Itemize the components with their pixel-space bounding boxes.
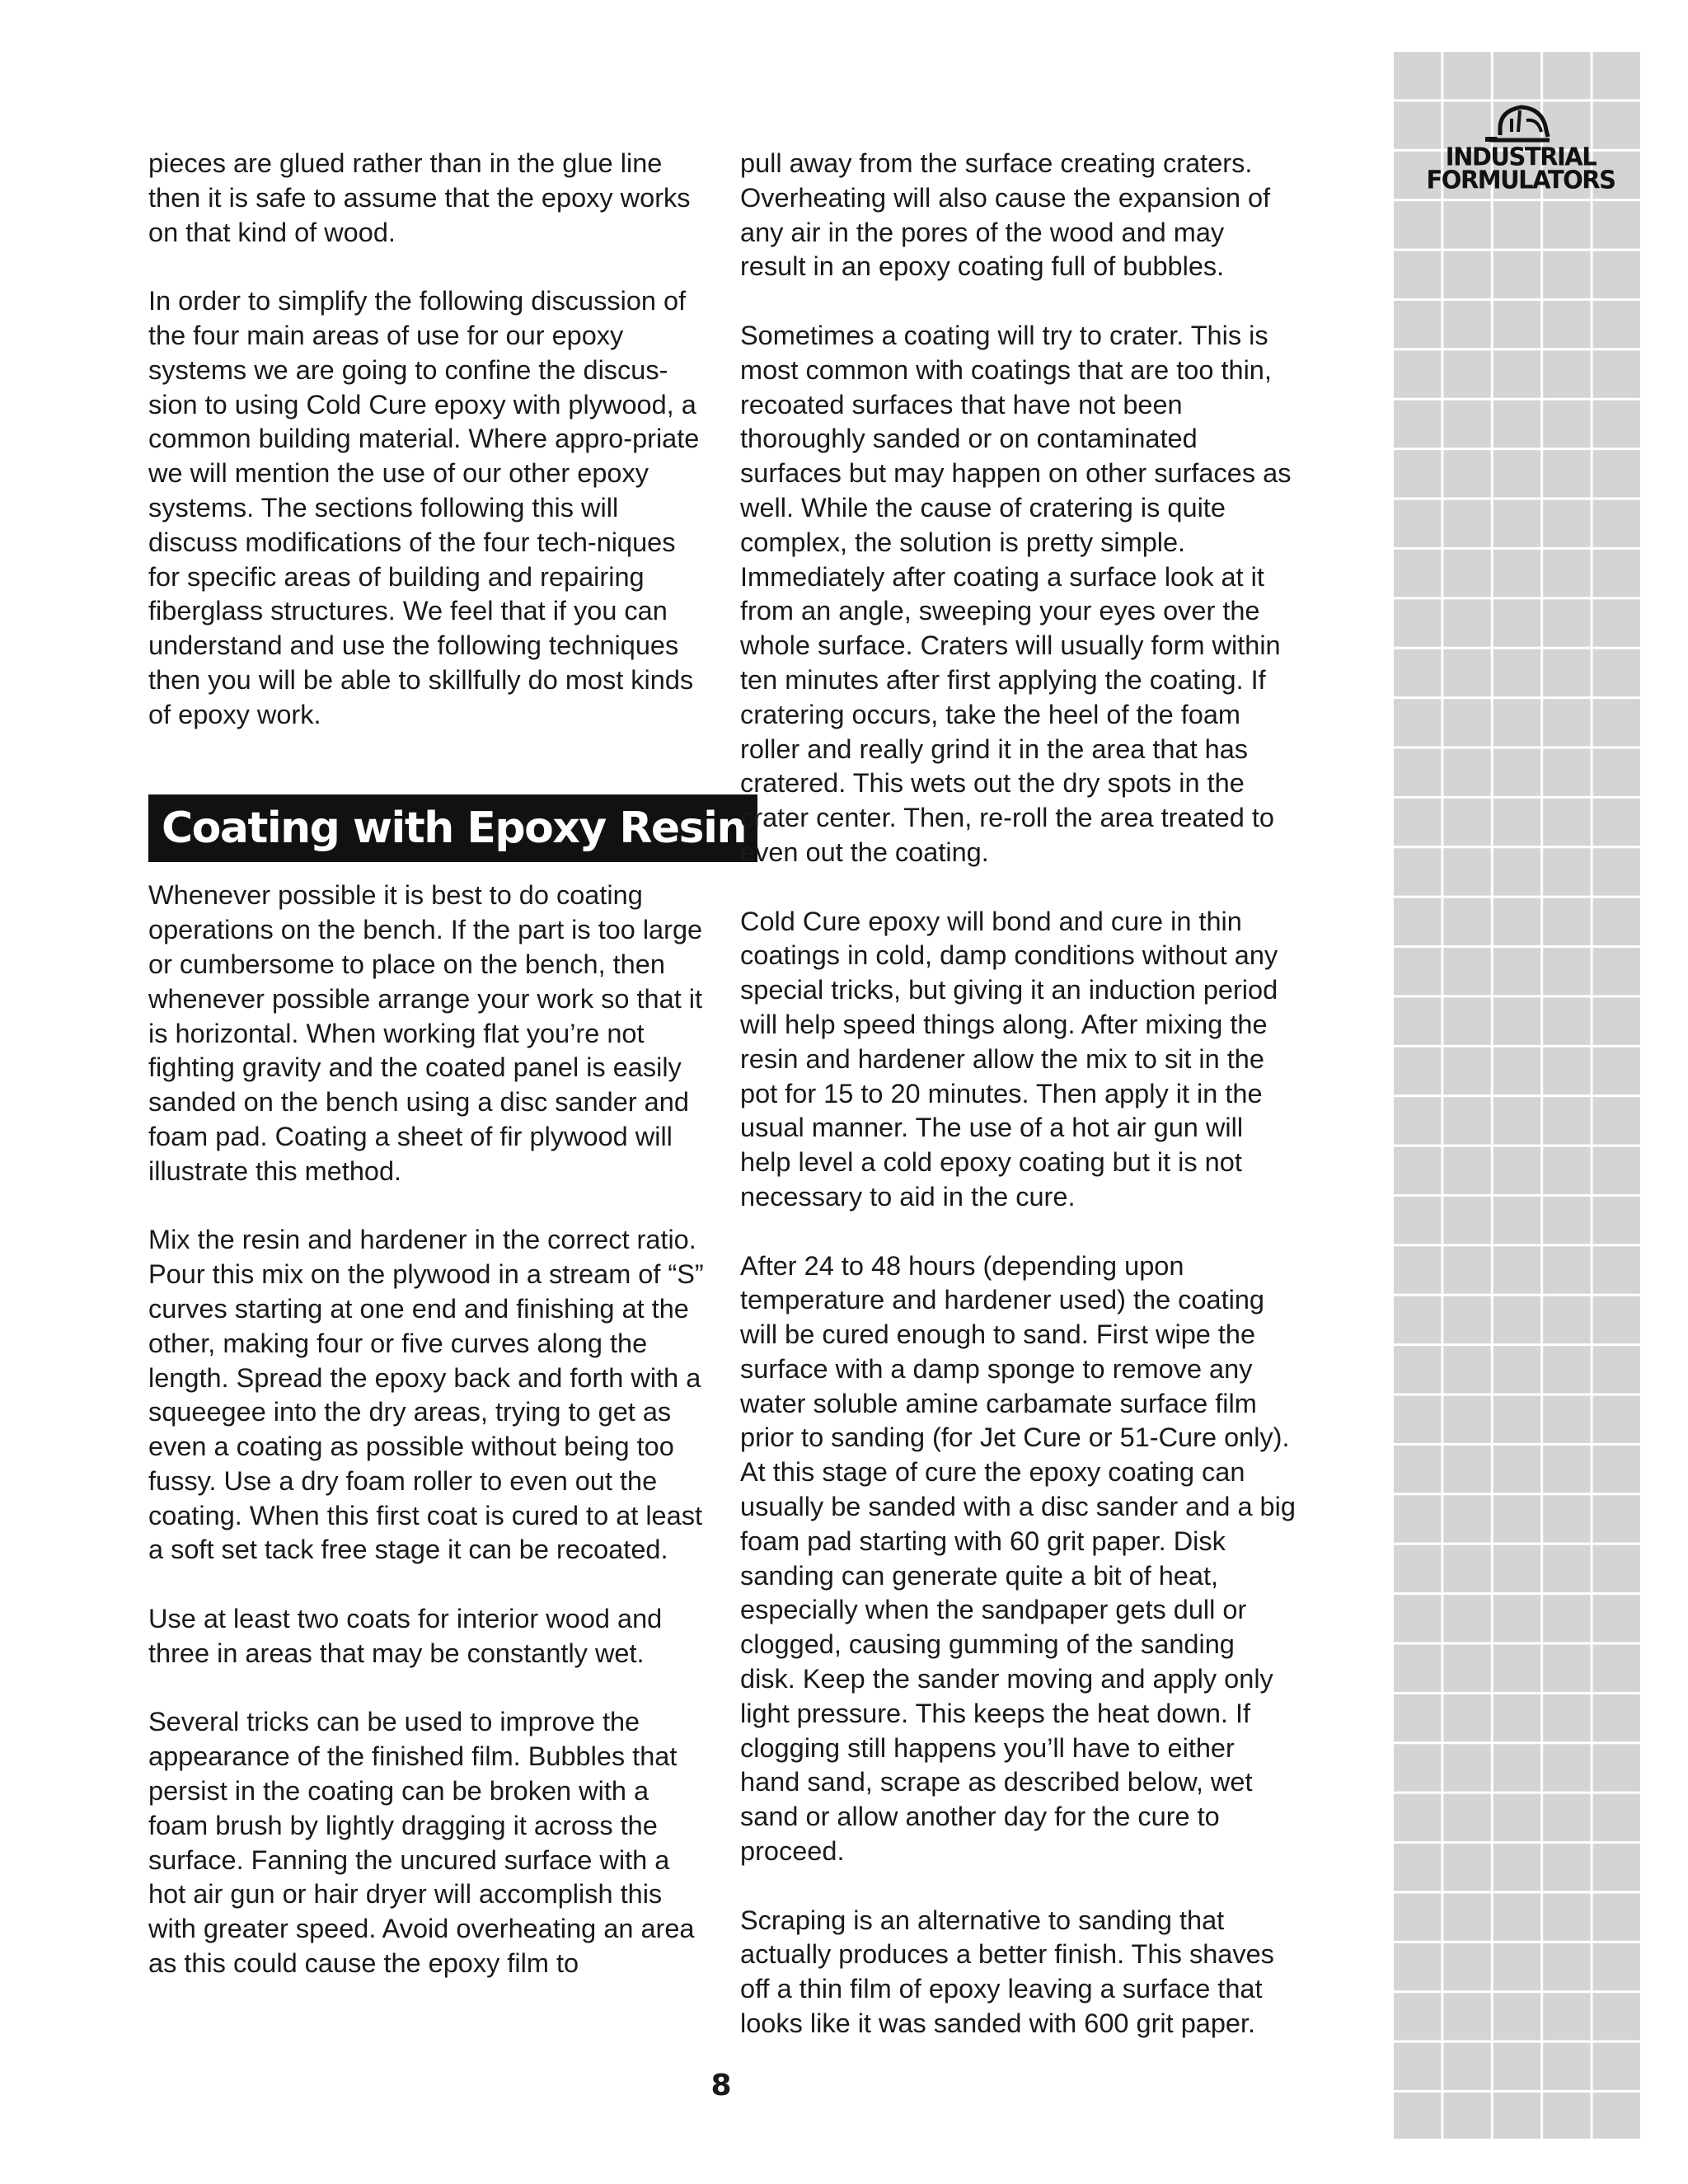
paragraph: Sometimes a coating will try to crater. This is most common with coatings that are too thin, recoated surfaces that have not been thoroughly sanded or on contaminated surfaces but may happen on other surfaces as well. While the cause of cratering is quite complex, the solution is pretty simple. Immediately after coating a surface look at it from an angle, sweeping your eyes over the whole surface. Craters will usually form within ten minutes after first applying the coating. If cratering occurs, take the heel of the foam roller and really grind it in the area that has cratered. This wets out the dry spots in the crater center. Then, re-roll the area treated to even out the coating. — [740, 320, 1292, 867]
paragraph: Mix the resin and hardener in the correct ratio. Pour this mix on the plywood in a stream of “S” curves starting at one end and finishing at the other, making four or five curves along the length. Spread the epoxy back and forth with a squeegee into the dry areas, trying to get as even a coating as possible without being too fussy. Use a dry foam roller to even out the coating. When this first coat is cured to at least a soft set tack free stage it can be recoated. — [148, 1225, 704, 1565]
right-column — [740, 147, 1296, 2076]
paragraph: Whenever possible it is best to do coating operations on the bench. If the part is too large or cumbersome to place on the bench, then whenever possible arrange your work so that it is horizontal. When working flat you’re not fighting gravity and the coated panel is easily sanded on the bench using a disc sander and foam pad. Coating a sheet of fir plywood will illustrate this method. — [148, 880, 703, 1186]
logo-line-1: INDUSTRIAL — [1445, 142, 1597, 171]
paragraph: pieces are glued rather than in the glue line then it is safe to assume that the epoxy works on that kind of wood. — [148, 148, 691, 247]
grid-sidebar — [1391, 49, 1643, 2141]
paragraph: Cold Cure epoxy will bond and cure in thin coatings in cold, damp conditions without any special tricks, but giving it an induction period will help speed things along. After mixing the resin and hardener allow the mix to sit in the pot for 15 to 20 minutes. Then apply it in the usual manner. The use of a hot air gun will help level a cold epoxy coating but it is not necessary to aid in the cure. — [740, 906, 1278, 1212]
paragraph: In order to simplify the following discussion of the four main areas of use for our epoxy systems we are going to confine the discus-sion to using Cold Cure epoxy with plywood, a common building material. Where appro-priate we will mention the use of our other epoxy systems. The sections following this will discuss modifications of the four tech-niques for specific areas of building and repairing fiberglass structures. We feel that if you can understand and use the following techniques then you will be able to skillfully do most kinds of epoxy work. — [148, 286, 700, 729]
paragraph: After 24 to 48 hours (depending upon temperature and hardener used) the coating will be cured enough to sand. First wipe the surface with a damp sponge to remove any water soluble amine carbamate surface film prior to sanding (for Jet Cure or 51-Cure only). At this stage of cure the epoxy coating can usually be sanded with a disc sander and a big foam pad starting with 60 grit paper. Disk sanding can generate quite a bit of heat, especially when the sandpaper gets dull or clogged, causing gumming of the sanding disk. Keep the sander moving and apply only light pressure. This keeps the heat down. If clogging still happens you’ll have to either hand sand, scrape as described below, wet sand or allow another day for the cure to proceed. — [740, 1250, 1296, 1867]
paragraph: Several tricks can be used to improve the appearance of the finished film. Bubbles that persist in the coating can be broken with a foam brush by lightly dragging it across the surface. Fanning the uncured surface with a hot air gun or hair dryer will accomplish this with greater speed. Avoid overheating an area as this could cause the epoxy film to — [148, 1707, 695, 1979]
logo-line-2: FORMULATORS — [1426, 165, 1615, 194]
paragraph: pull away from the surface creating craters. Overheating will also cause the expansion of any air in the pores of the wood and may result in an epoxy coating full of bubbles. — [740, 148, 1271, 282]
paragraph: Scraping is an alternative to sanding that actually produces a better finish. This shaves off a thin film of epoxy leaving a surface that looks like it was sanded with 600 grit paper. — [740, 1905, 1274, 2039]
left-column — [148, 147, 746, 2016]
section-heading: Coating with Epoxy Resin — [148, 794, 757, 862]
paragraph: Use at least two coats for interior wood and three in areas that may be constantly wet. — [148, 1604, 663, 1668]
page-number: 8 — [710, 2069, 732, 2102]
company-logo — [1426, 99, 1615, 206]
hardhat-icon — [1475, 99, 1566, 145]
